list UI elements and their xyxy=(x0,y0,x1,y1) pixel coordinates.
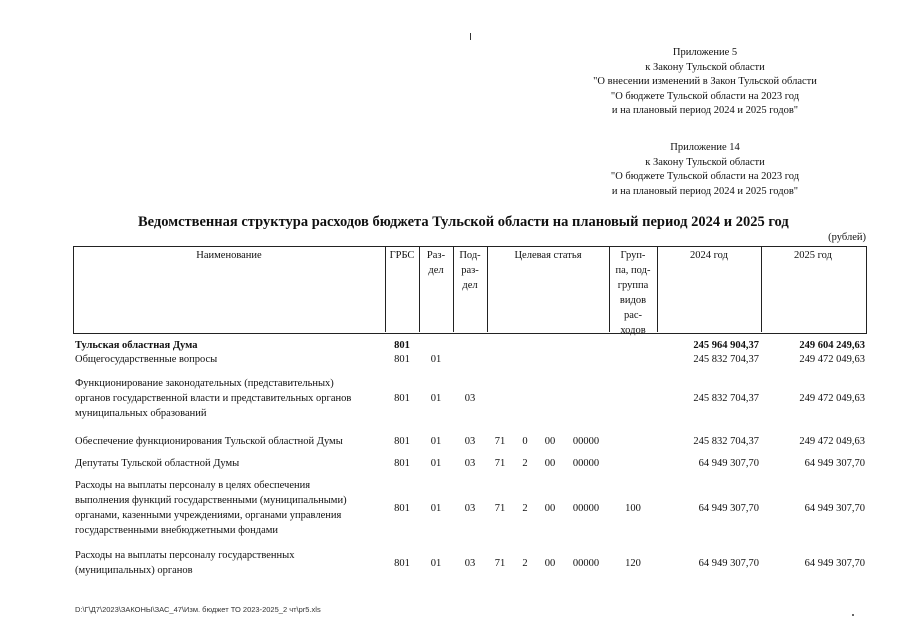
header-expense-group-line: па, под- xyxy=(615,265,651,276)
cell-rz: 01 xyxy=(430,354,442,365)
cell-cs1: 71 xyxy=(494,502,506,514)
cell-pr: 03 xyxy=(464,436,476,447)
appendix-5-header xyxy=(555,46,855,119)
cell-cs3: 00 xyxy=(544,502,556,514)
header-2025: 2025 год xyxy=(794,250,832,261)
row-name-line: муниципальных образований xyxy=(75,408,207,419)
row-name xyxy=(75,338,385,353)
header-expense-group-line: ходов xyxy=(620,325,646,336)
row-name-line: органов государственной власти и представительных органов xyxy=(75,393,352,404)
row-name-line: Депутаты Тульской областной Думы xyxy=(75,458,240,469)
cell-v2025: 249 472 049,63 xyxy=(799,393,865,404)
row-name xyxy=(75,478,385,538)
cell-rz: 01 xyxy=(430,393,442,404)
header-2024: 2024 год xyxy=(690,250,728,261)
cell-cs4: 00000 xyxy=(572,502,600,514)
cell-cs1: 71 xyxy=(494,557,506,569)
row-name xyxy=(75,548,385,578)
file-path-footer: D:\Г\Д7\2023\ЗАКОНЫ\ЗАС_47\Изм. бюджет ТО 2023-2025_2 чт\pr5.xls xyxy=(75,605,321,614)
cell-v2024: 245 964 904,37 xyxy=(693,340,759,351)
cell-v2024: 245 832 704,37 xyxy=(693,436,759,447)
page-mark xyxy=(470,33,471,40)
header-expense-group-line: Груп- xyxy=(620,250,646,261)
header-razdel xyxy=(419,248,453,278)
cell-v2025: 249 604 249,63 xyxy=(799,340,865,351)
cell-grbs: 801 xyxy=(394,557,410,569)
cell-cs4: 00000 xyxy=(572,436,600,447)
cell-pr: 03 xyxy=(464,393,476,404)
appendix-14-header xyxy=(555,141,855,199)
header-razdel-line: дел xyxy=(428,265,444,276)
row-name-line: государственными внебюджетными фондами xyxy=(75,525,279,536)
appendix-5-line: "О бюджете Тульской области на 2023 год xyxy=(610,90,800,102)
row-name-line: (муниципальных) органов xyxy=(75,565,193,576)
appendix-5-line: Приложение 5 xyxy=(672,47,738,58)
appendix-14-line: и на плановый период 2024 и 2025 годов" xyxy=(611,185,799,197)
header-podrazdel-line: раз- xyxy=(461,265,479,276)
header-podrazdel-line: дел xyxy=(462,280,478,291)
cell-grbs: 801 xyxy=(394,458,410,469)
cell-cs3: 00 xyxy=(544,436,556,447)
cell-cs2: 2 xyxy=(522,458,528,469)
cell-v2024: 64 949 307,70 xyxy=(698,458,759,469)
unit-label: (рублей) xyxy=(828,232,866,243)
header-target-article: Целевая статья xyxy=(514,250,582,261)
cell-cs4: 00000 xyxy=(572,458,600,469)
cell-cs2: 2 xyxy=(522,502,528,514)
cell-v2025: 249 472 049,63 xyxy=(799,354,865,365)
cell-cs2: 0 xyxy=(522,436,528,447)
cell-grbs: 801 xyxy=(394,502,410,514)
header-expense-group-line: группа xyxy=(617,280,649,291)
cell-cs2: 2 xyxy=(522,557,528,569)
cell-cs1: 71 xyxy=(494,458,506,469)
row-name xyxy=(75,456,385,471)
appendix-5-line: и на плановый период 2024 и 2025 годов" xyxy=(611,105,799,116)
row-name-line: Тульская областная Дума xyxy=(75,340,198,351)
cell-v2024: 245 832 704,37 xyxy=(693,354,759,365)
header-expense-group-line: рас- xyxy=(623,310,643,321)
row-name-line: Расходы на выплаты персоналу государственных xyxy=(75,550,295,561)
cell-rz: 01 xyxy=(430,557,442,569)
cell-grbs: 801 xyxy=(394,393,410,404)
row-name-line: выполнения функций государственными (муниципальными) xyxy=(75,495,347,506)
cell-pr: 03 xyxy=(464,557,476,569)
cell-rz: 01 xyxy=(430,436,442,447)
cell-rz: 01 xyxy=(430,458,442,469)
cell-grbs: 801 xyxy=(394,354,410,365)
appendix-14-line: Приложение 14 xyxy=(670,142,740,153)
header-expense-group-line: видов xyxy=(619,295,647,306)
cell-rz: 01 xyxy=(430,502,442,514)
cell-vr: 100 xyxy=(625,502,641,514)
header-name: Наименование xyxy=(196,250,262,261)
cell-v2024: 245 832 704,37 xyxy=(693,393,759,404)
cell-v2024: 64 949 307,70 xyxy=(698,557,759,569)
row-name xyxy=(75,352,385,367)
row-name-line: органами, казенными учреждениями, органами управления xyxy=(75,510,342,521)
header-razdel-line: Раз- xyxy=(426,250,446,261)
row-name-line: Общегосударственные вопросы xyxy=(75,354,218,365)
cell-pr: 03 xyxy=(464,502,476,514)
cell-cs3: 00 xyxy=(544,557,556,569)
appendix-14-line: "О бюджете Тульской области на 2023 год xyxy=(610,171,800,182)
appendix-14-line: к Закону Тульской области xyxy=(645,156,765,168)
header-expense-group xyxy=(609,248,657,338)
cell-grbs: 801 xyxy=(394,436,410,447)
cell-cs1: 71 xyxy=(494,436,506,447)
cell-v2025: 249 472 049,63 xyxy=(799,436,865,447)
document-title: Ведомственная структура расходов бюджета Тульской области на плановый период 2024 и 2025 год xyxy=(138,214,789,230)
row-name-line: Расходы на выплаты персоналу в целях обеспечения xyxy=(75,480,311,491)
cell-cs4: 00000 xyxy=(572,557,600,569)
row-name-line: Обеспечение функционирования Тульской областной Думы xyxy=(75,436,343,447)
cell-grbs: 801 xyxy=(394,340,410,351)
row-name-line: Функционирование законодательных (представительных) xyxy=(75,378,334,389)
row-name xyxy=(75,434,385,449)
speck xyxy=(852,614,854,616)
cell-v2025: 64 949 307,70 xyxy=(804,557,865,569)
cell-v2025: 64 949 307,70 xyxy=(804,502,865,514)
header-podrazdel xyxy=(453,248,487,293)
header-grbs: ГРБС xyxy=(389,250,415,261)
appendix-5-line: "О внесении изменений в Закон Тульской области xyxy=(593,76,817,87)
cell-v2024: 64 949 307,70 xyxy=(698,502,759,514)
cell-vr: 120 xyxy=(625,557,641,569)
cell-cs3: 00 xyxy=(544,458,556,469)
cell-pr: 03 xyxy=(464,458,476,469)
row-name xyxy=(75,376,385,421)
header-podrazdel-line: Под- xyxy=(459,250,481,261)
appendix-5-line: к Закону Тульской области xyxy=(645,61,765,73)
cell-v2025: 64 949 307,70 xyxy=(804,458,865,469)
